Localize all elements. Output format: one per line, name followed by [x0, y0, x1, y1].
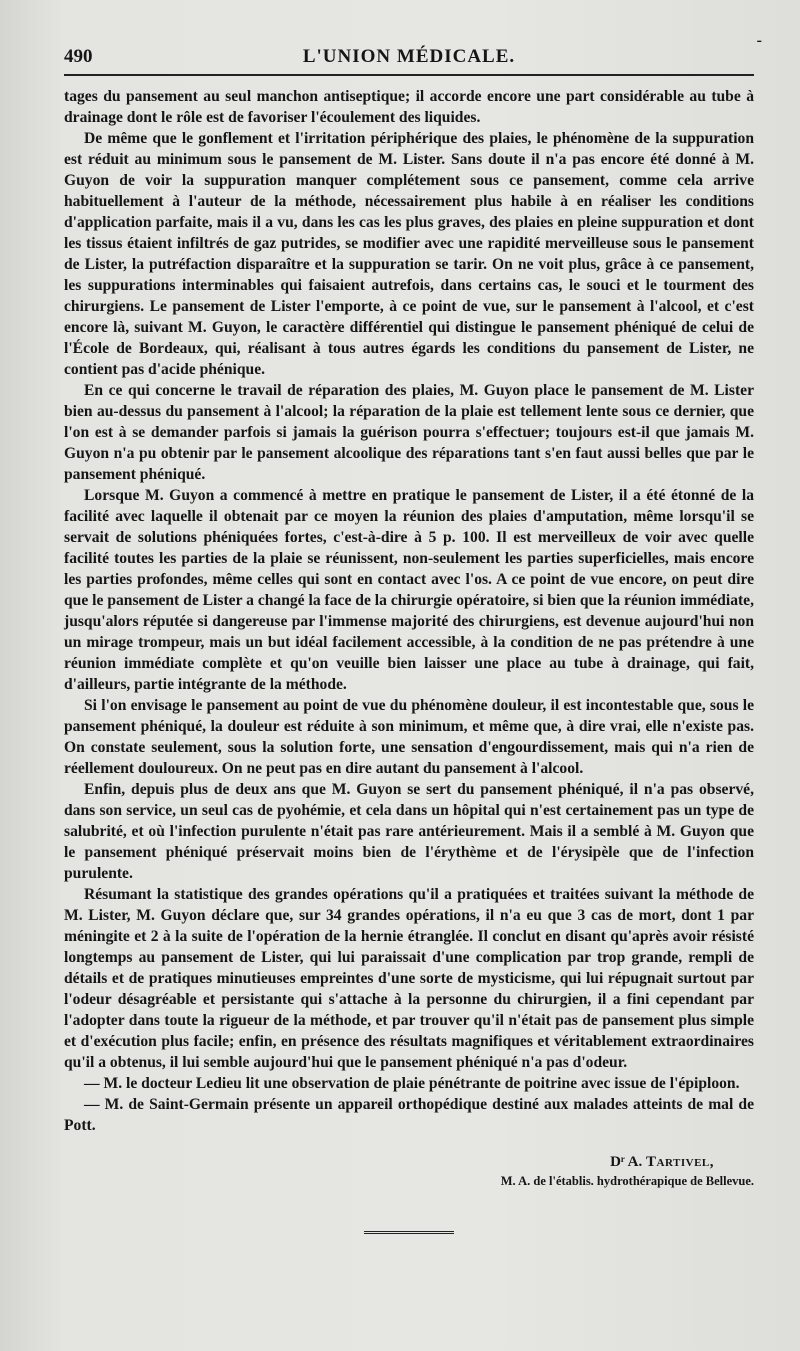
paragraph-suppuration: De même que le gonflement et l'irritation périphérique des plaies, le phénomène de la suppuration est réduit au minimum sous le pansement de M. Lister. Sans doute il n'a pas encore été donné à M. Guyon de voir la suppuration manquer complétement sous ce pansement, comme cela arrive habituellement à l'auteur de la méthode, nécessairement plus habile à en réaliser les conditions d'application parfaite, mais il a vu, dans les cas les plus graves, des plaies en pleine suppuration et dont les tissus étaient infiltrés de gaz putrides, se modifier avec une rapidité merveilleuse sous le pansement de Lister, la putréfaction disparaître et la suppuration se tarir. On ne voit plus, grâce à ce pansement, les suppurations interminables qui faisaient autrefois, dans certains cas, le souci et le tourment des chirurgiens. Le pansement de Lister l'emporte, à ce point de vue, sur le pansement à l'alcool, et c'est encore là, suivant M. Guyon, le caractère différentiel qui distingue le pansement phéniqué de celui de l'École de Bordeaux, qui, réalisant à tous autres égards les conditions du pansement de Lister, ne contient pas d'acide phénique.	[64, 130, 754, 378]
paragraph-ledieu: — M. le docteur Ledieu lit une observation de plaie pénétrante de poitrine avec issue de l'épiploon.	[84, 1075, 740, 1092]
paragraph-continuation: tages du pansement au seul manchon antiseptique; il accorde encore une part considérable au tube à drainage dont le rôle est de favoriser l'écoulement des liquides.	[64, 88, 754, 126]
paragraph-reunion: Lorsque M. Guyon a commencé à mettre en pratique le pansement de Lister, il a été étonné de la facilité avec laquelle il obtenait par ce moyen la réunion des plaies d'amputation, même lorsqu'il se servait de solutions phéniquées fortes, c'est-à-dire à 5 p. 100. Il est merveilleux de voir avec quelle facilité toutes les parties de la plaie se réunissent, non-seulement les parties superficielles, mais encore les parties profondes, même celles qui sont en contact avec l'os. A ce point de vue encore, on peut dire que le pansement de Lister a changé la face de la chirurgie opératoire, si bien que la réunion immédiate, jusqu'alors réputée si dangereuse par l'immense majorité des chirurgiens, est devenue aujourd'hui non un mirage trompeur, mais un but idéal facilement accessible, à la condition de ne pas prétendre à une réunion immédiate complète et qu'on veuille bien laisser une place au tube à drainage, qui fait, d'ailleurs, partie intégrante de la méthode.	[64, 487, 754, 693]
author-surname: Tartivel,	[646, 1154, 714, 1170]
paragraph-douleur: Si l'on envisage le pansement au point de vue du phénomène douleur, il est incontestable que, sous le pansement phéniqué, la douleur est réduite à son minimum, et même que, à dire vrai, elle n'existe pas. On constate seulement, sous la solution forte, une sensation d'engourdissement, mais qui n'a rien de réellement douloureux. On ne peut pas en dire autant du pansement à l'alcool.	[64, 697, 754, 777]
corner-mark: -	[756, 32, 762, 49]
paragraph-statistique: Résumant la statistique des grandes opérations qu'il a pratiquées et traitées suivant la méthode de M. Lister, M. Guyon déclare que, sur 34 grandes opérations, il n'a eu que 3 cas de mort, dont 1 par méningite et 2 à la suite de l'opération de la hernie étranglée. Il conclut en disant qu'après avoir résisté longtemps au pansement de Lister, qui lui paraissait d'une complication par trop grande, rempli de détails et de pratiques minutieuses empreintes d'une sorte de mysticisme, qui lui répugnait surtout par l'odeur désagréable et persistante qui s'attache à la personne du chirurgien, il a fini cependant par l'adopter dans toute la rigueur de la méthode, et par trouver qu'il n'était pas de pansement plus simple et d'exécution plus facile; enfin, en présence des résultats magnifiques et véritablement extraordinaires qu'il a obtenus, il lui semble aujourd'hui que le pansement phéniqué n'a pas d'odeur.	[64, 886, 754, 1071]
paragraph-pyohemie: Enfin, depuis plus de deux ans que M. Guyon se sert du pansement phéniqué, il n'a pas observé, dans son service, un seul cas de pyohémie, et cela dans un hôpital qui n'est certainement pas un type de salubrité, et où l'infection purulente n'était pas rare antérieurement. Mais il a semblé à M. Guyon que le pansement phéniqué préservait moins bien de l'érythème et de l'érysipèle que de l'infection purulente.	[64, 781, 754, 882]
article-body	[64, 86, 754, 1136]
author-affiliation: M. A. de l'établis. hydrothérapique de Bellevue.	[500, 1174, 754, 1188]
author-prefix: Dʳ A.	[610, 1154, 643, 1170]
page-number: 490	[64, 46, 93, 67]
paragraph-saint-germain: — M. de Saint-Germain présente un appareil orthopédique destiné aux malades atteints de mal de Pott.	[64, 1096, 754, 1134]
author-name	[64, 1154, 754, 1171]
paragraph-reparation: En ce qui concerne le travail de réparation des plaies, M. Guyon place le pansement de M. Lister bien au-dessus du pansement à l'alcool; la réparation de la plaie est tellement lente sous ce dernier, que l'on est à se demander parfois si jamais la guérison pourra s'effectuer; toujours est-il que jamais M. Guyon n'a pu obtenir par le pansement alcoolique des réparations tant s'en faut aussi belles que par le pansement phéniqué.	[64, 382, 754, 483]
page-header	[64, 32, 762, 76]
running-title: L'UNION MÉDICALE.	[302, 46, 516, 67]
signature-block	[64, 1154, 754, 1189]
end-rule	[364, 1231, 454, 1234]
